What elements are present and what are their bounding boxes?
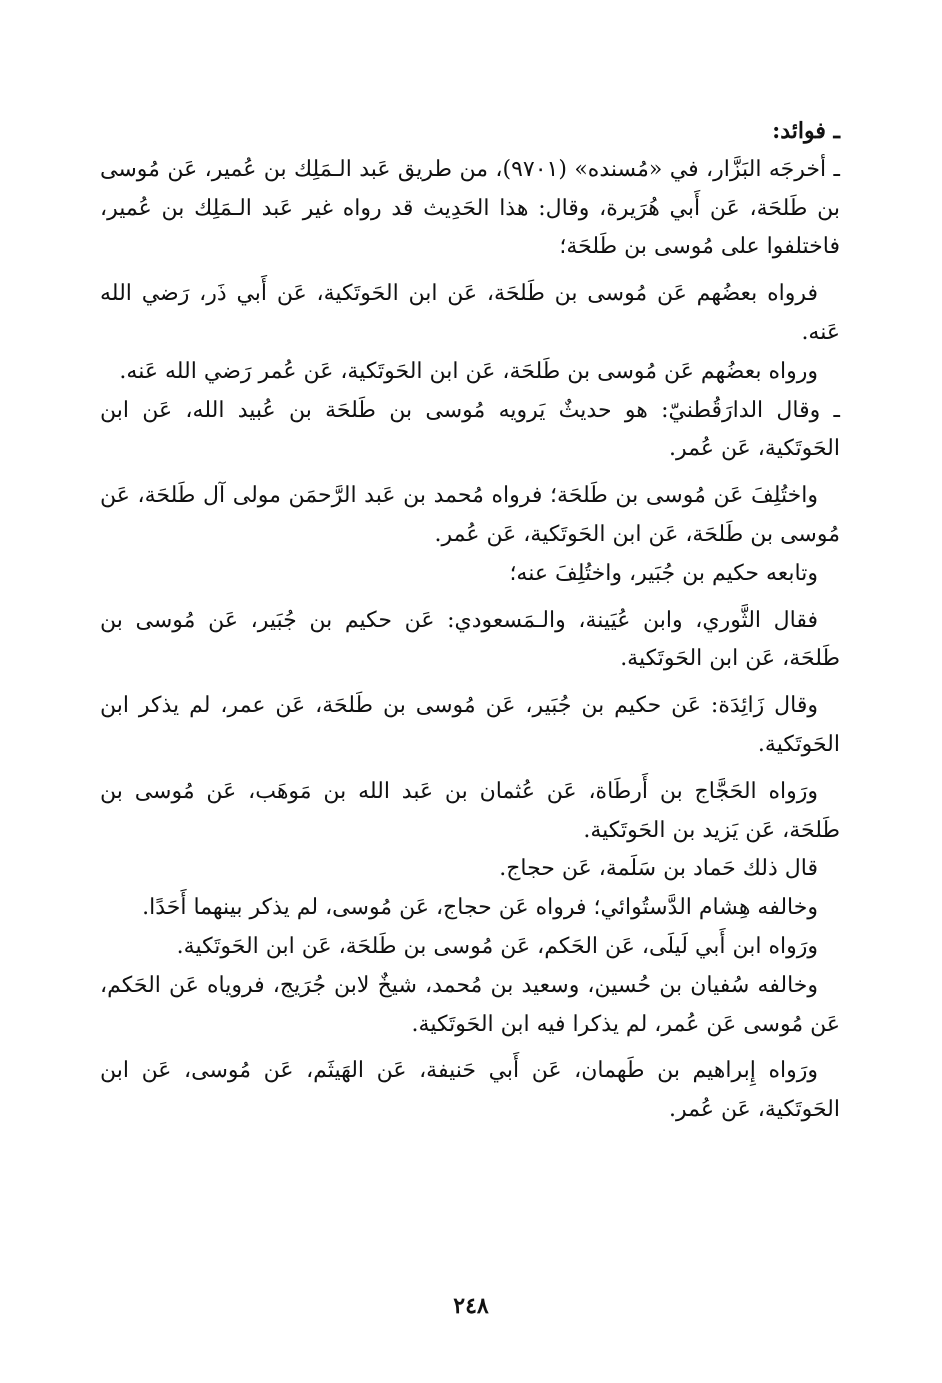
- page-number: ٢٤٨: [453, 1293, 489, 1319]
- section-heading: ـ فوائد:: [772, 118, 840, 144]
- paragraph: وخالفه هِشام الدَّستُوائي؛ فرواه عَن حجاج، عَن مُوسى، لم يذكر بينهما أَحَدًا.: [142, 895, 818, 921]
- paragraph: وقال زَائِدَة: عَن حكيم بن جُبَير، عَن مُوسى بن طَلحَة، عَن عمر، لم يذكر ابن الحَوتَكية.: [100, 693, 840, 757]
- paragraph: ورواه بعضُهم عَن مُوسى بن طَلحَة، عَن ابن الحَوتَكية، عَن عُمر رَضي الله عَنه.: [119, 358, 818, 384]
- paragraph: وخالفه سُفيان بن حُسين، وسعيد بن مُحمد، شيخٌ لابن جُرَيج، فروياه عَن الحَكم، عَن مُوسى عَن عُمر، لم يذكرا فيه ابن الحَوتَكية.: [100, 972, 840, 1037]
- paragraph: واختُلِفَ عَن مُوسى بن طَلحَة؛ فرواه مُحمد بن عَبد الرَّحمَن مولى آل طَلحَة، عَن مُوسى بن طَلحَة، عَن ابن الحَوتَكية، عَن عُمر.: [100, 483, 840, 547]
- paragraph: ـ وقال الدارَقُطنيّ: هو حديثٌ يَرويه مُوسى بن طَلحَة بن عُبيد الله، عَن ابن الحَوتَكية، عَن عُمر.: [100, 397, 840, 462]
- paragraph: ورَواه ابن أَبي لَيلَى، عَن الحَكم، عَن مُوسى بن طَلحَة، عَن ابن الحَوتَكية.: [176, 933, 818, 959]
- page-body: [100, 112, 840, 1130]
- paragraph: ورَواه الحَجَّاج بن أَرطَاة، عَن عُثمان بن عَبد الله بن مَوهَب، عَن مُوسى بن طَلحَة، عَن يَزيد بن الحَوتَكية.: [100, 778, 840, 843]
- paragraph: ورَواه إِبراهيم بن طَهمان، عَن أَبي حَنيفة، عَن الهَيثَم، عَن مُوسى، عَن ابن الحَوتَكية، عَن عُمر.: [100, 1058, 840, 1123]
- paragraph: قال ذلك حَماد بن سَلَمة، عَن حجاج.: [499, 856, 818, 882]
- paragraph: فرواه بعضُهم عَن مُوسى بن طَلحَة، عَن ابن الحَوتَكية، عَن أَبي ذَر، رَضي الله عَنه.: [100, 281, 840, 345]
- paragraph: وتابعه حكيم بن جُبَير، واختُلِفَ عنه؛: [509, 560, 818, 586]
- paragraph: فقال الثَّوري، وابن عُيَينة، والـمَسعودي: عَن حكيم بن جُبَير، عَن مُوسى بن طَلحَة، عَن ابن الحَوتَكية.: [100, 607, 840, 672]
- paragraph: ـ أخرجَه البَزَّار، في «مُسنده» (٩٧٠١)، من طريق عَبد الـمَلِك بن عُمير، عَن مُوسى بن طَلحَة، عَن أَبي هُرَيرة، وقال: هذا الحَدِيث قد رواه غير عَبد الـمَلِك بن عُمير، فاختلفوا على مُوسى بن طَلحَة؛: [100, 156, 840, 260]
